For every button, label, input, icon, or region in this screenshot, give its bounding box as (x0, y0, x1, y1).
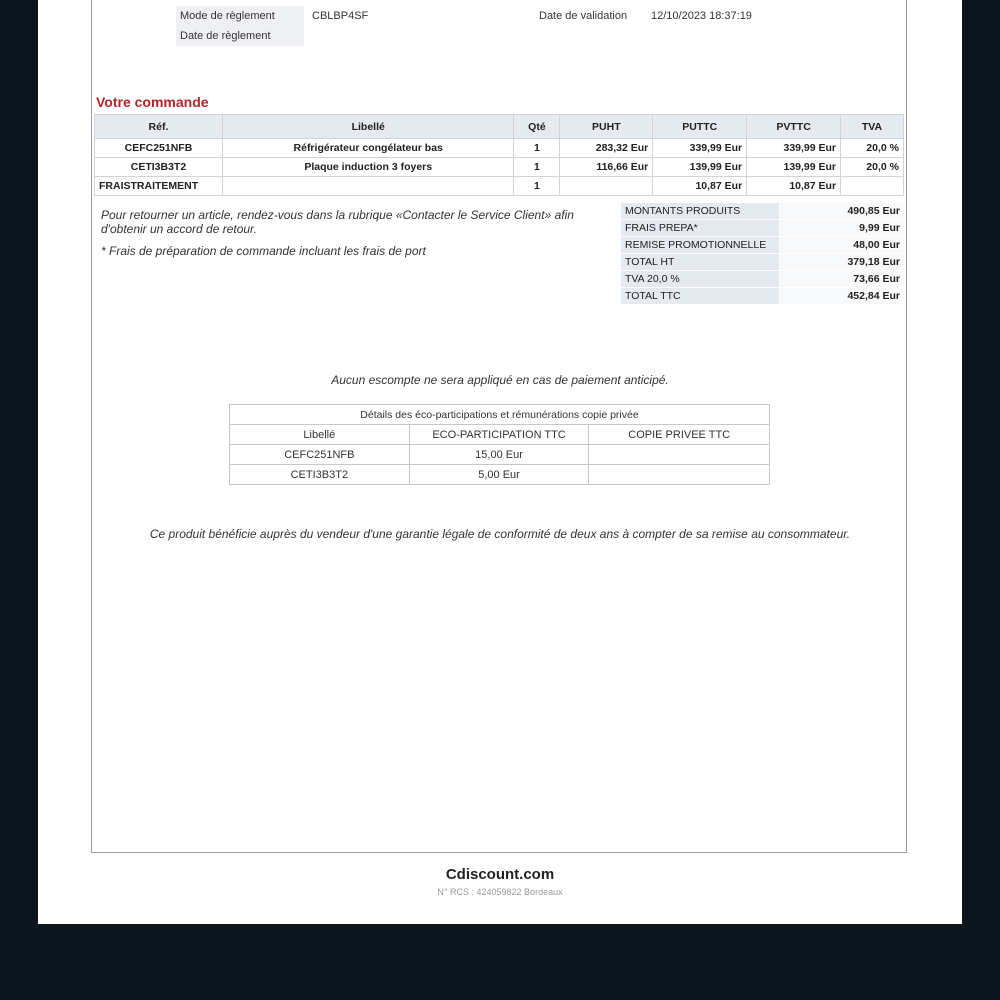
totals-value: 379,18 Eur (780, 254, 905, 271)
cell-puht: 116,66 Eur (560, 158, 653, 177)
meta-label: Date de validation (539, 10, 628, 22)
validation-meta (535, 6, 752, 26)
eco-amount: 15,00 Eur (409, 445, 589, 465)
warranty-notice: Ce produit bénéficie auprès du vendeur d'une garantie légale de conformité de deux ans à compter de sa remise au consommateur. (149, 527, 851, 541)
cell-pvttc: 139,99 Eur (747, 158, 841, 177)
invoice-page (38, 0, 962, 924)
totals-value: 490,85 Eur (780, 203, 905, 220)
column-header: Libellé (222, 115, 514, 139)
table-row (95, 158, 904, 177)
totals-row (621, 203, 905, 220)
totals-value: 73,66 Eur (780, 271, 905, 288)
meta-row (176, 6, 368, 26)
meta-row (176, 26, 368, 46)
cell-qty: 1 (514, 158, 560, 177)
totals-label: MONTANTS PRODUITS (621, 203, 780, 220)
company-rcs: N° RCS : 424059822 Bordeaux (437, 887, 563, 897)
meta-label: Date de règlement (176, 26, 304, 46)
table-header-row (95, 115, 904, 139)
cell-puttc: 139,99 Eur (653, 158, 747, 177)
cell-qty: 1 (514, 177, 560, 196)
cell-puht: 283,32 Eur (560, 139, 653, 158)
cell-puttc: 339,99 Eur (653, 139, 747, 158)
column-header: TVA (841, 115, 904, 139)
copie-privee-amount (589, 465, 770, 485)
cell-ref: FRAISTRAITEMENT (95, 177, 223, 196)
meta-value: CBLBP4SF (312, 10, 369, 22)
table-row (230, 445, 770, 465)
column-header: ECO-PARTICIPATION TTC (409, 425, 589, 445)
column-header: COPIE PRIVEE TTC (589, 425, 770, 445)
eco-participation-table (229, 404, 770, 485)
table-caption-row (230, 405, 770, 425)
cell-puht (560, 177, 653, 196)
totals-label: TOTAL HT (621, 254, 780, 271)
totals-value: 452,84 Eur (780, 288, 905, 305)
totals-row (621, 271, 905, 288)
totals-value: 9,99 Eur (780, 220, 905, 237)
meta-row (535, 6, 752, 26)
column-header: PUHT (560, 115, 653, 139)
table-row (95, 139, 904, 158)
escompte-notice: Aucun escompte ne sera appliqué en cas de paiement anticipé. (331, 373, 669, 387)
shipping-fee-note: * Frais de préparation de commande incluant les frais de port (101, 244, 426, 258)
cell-pvttc: 10,87 Eur (747, 177, 841, 196)
table-row (95, 177, 904, 196)
meta-value: 12/10/2023 18:37:19 (651, 10, 752, 22)
cell-libelle: Plaque induction 3 foyers (222, 158, 514, 177)
totals-row (621, 220, 905, 237)
return-notes (101, 208, 611, 266)
meta-label: Mode de règlement (176, 6, 304, 26)
totals-label: FRAIS PREPA* (621, 220, 780, 237)
cell-puttc: 10,87 Eur (653, 177, 747, 196)
company-name: Cdiscount.com (445, 866, 555, 883)
totals-value: 48,00 Eur (780, 237, 905, 254)
eco-libelle: CEFC251NFB (230, 445, 410, 465)
eco-libelle: CETI3B3T2 (230, 465, 410, 485)
totals-table (620, 202, 905, 305)
copie-privee-amount (589, 445, 770, 465)
cell-qty: 1 (514, 139, 560, 158)
cell-tva (841, 177, 904, 196)
eco-amount: 5,00 Eur (409, 465, 589, 485)
payment-meta (176, 6, 368, 46)
order-section-title: Votre commande (96, 94, 209, 110)
totals-row (621, 254, 905, 271)
column-header: PUTTC (653, 115, 747, 139)
cell-libelle (222, 177, 514, 196)
column-header: PVTTC (747, 115, 841, 139)
totals-row (621, 288, 905, 305)
return-policy-text: Pour retourner un article, rendez-vous dans la rubrique «Contacter le Service Client» afin d'obtenir un accord de retour. (101, 208, 574, 236)
eco-caption: Détails des éco-participations et rémunérations copie privée (230, 405, 770, 425)
cell-libelle: Réfrigérateur congélateur bas (222, 139, 514, 158)
column-header: Libellé (230, 425, 410, 445)
column-header: Réf. (95, 115, 223, 139)
order-table (94, 114, 904, 196)
table-row (230, 465, 770, 485)
cell-pvttc: 339,99 Eur (747, 139, 841, 158)
totals-label: REMISE PROMOTIONNELLE (621, 237, 780, 254)
cell-ref: CEFC251NFB (95, 139, 223, 158)
column-header: Qté (514, 115, 560, 139)
totals-label: TVA 20,0 % (621, 271, 780, 288)
cell-tva: 20,0 % (841, 158, 904, 177)
table-header-row (230, 425, 770, 445)
cell-ref: CETI3B3T2 (95, 158, 223, 177)
cell-tva: 20,0 % (841, 139, 904, 158)
totals-label: TOTAL TTC (621, 288, 780, 305)
totals-row (621, 237, 905, 254)
